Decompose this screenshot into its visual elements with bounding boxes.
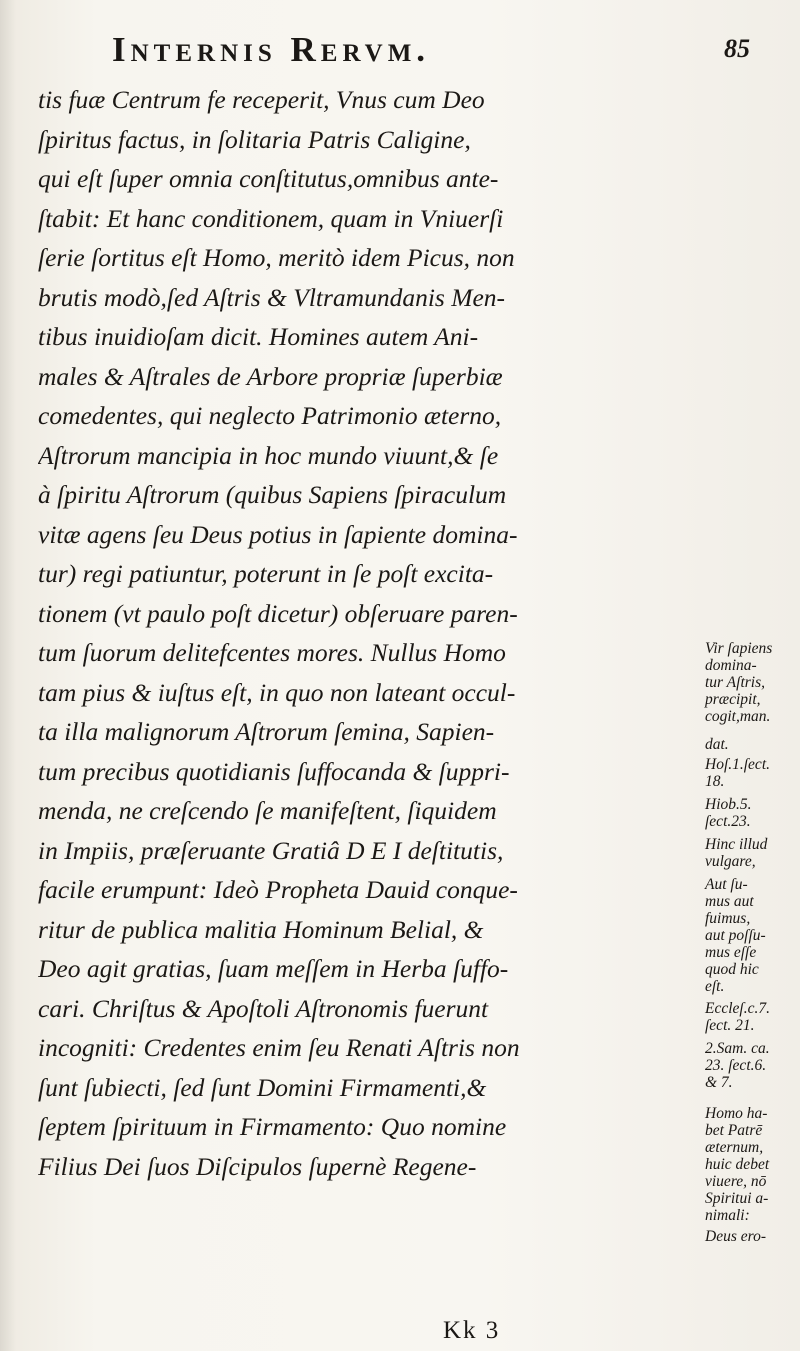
- text-line: Aſtrorum mancipia in hoc mundo viuunt,& ſe: [38, 440, 499, 470]
- text-line: cari. Chriſtus & Apoſtoli Aſtronomis fuerunt: [38, 993, 489, 1023]
- running-title: Internis Rervm.: [112, 30, 431, 69]
- text-line: brutis modò,ſed Aſtris & Vltramundanis Men-: [38, 282, 506, 312]
- margin-note-deus: [705, 1227, 800, 1249]
- margin-note: Deus ero-: [705, 1228, 766, 1245]
- text-line: ſunt ſubiecti, ſed ſunt Domini Firmamenti,&: [38, 1072, 487, 1102]
- text-line: facile erumpunt: Ideò Propheta Dauid conque-: [38, 875, 518, 904]
- margin-note: Hinc illud vulgare,: [705, 836, 768, 870]
- binding-shadow: [0, 0, 16, 1351]
- margin-note: dat.: [705, 736, 729, 753]
- text-line: menda, ne creſcendo ſe manifeſtent, ſiquidem: [38, 796, 497, 825]
- margin-note-hiob: [705, 796, 800, 833]
- text-line: ta illa malignorum Aſtrorum ſemina, Sapien-: [38, 717, 495, 746]
- text-line: Filius Dei ſuos Diſcipulos ſupernè Regene-: [38, 1151, 477, 1181]
- margin-note-sam: [705, 1040, 800, 1094]
- signature-mark: Kk 3: [443, 1317, 501, 1344]
- margin-note-aut-sumus: [705, 876, 800, 998]
- text-line: tum ſuorum delitefcentes mores. Nullus Homo: [38, 638, 506, 667]
- margin-note-vir-sapiens: [705, 640, 800, 728]
- margin-note: Homo ha- bet Patrē æternum, huic debet viuere, nō Spiritui a- nimali:: [705, 1105, 770, 1224]
- text-line: ritur de publica malitia Hominum Belial, &: [38, 914, 484, 944]
- text-line: in Impiis, præſeruante Gratiâ D E I deſtitutis,: [38, 835, 504, 865]
- text-line: tibus inuidioſam dicit. Homines autem Ani-: [38, 322, 479, 351]
- text-line: tionem (vt paulo poſt dicetur) obſeruare paren-: [38, 598, 518, 628]
- margin-note-dat: [705, 735, 800, 757]
- text-line: tis fuæ Centrum fe receperit, Vnus cum Deo: [38, 85, 485, 114]
- text-line: vitæ agens ſeu Deus potius in ſapiente domina-: [38, 519, 518, 549]
- page-header: [112, 30, 752, 70]
- text-line: ſpiritus factus, in ſolitaria Patris Caligine,: [38, 124, 471, 154]
- text-line: tur) regi patiuntur, poterunt in ſe poſt excita-: [38, 559, 494, 588]
- text-line: ſtabit: Et hanc conditionem, quam in Vniuerſi: [38, 203, 504, 233]
- margin-note-homo: [705, 1105, 800, 1227]
- text-line: tam pius & iuſtus eſt, in quo non lateant occul-: [38, 677, 516, 707]
- margin-note: Hoſ.1.ſect. 18.: [705, 756, 770, 790]
- text-line: incogniti: Credentes enim ſeu Renati Aſtris non: [38, 1033, 520, 1062]
- margin-note: Aut ſu- mus aut fuimus, aut poſſu- mus eſſe quod hic eſt.: [705, 876, 766, 995]
- main-text: [38, 80, 698, 1186]
- text-line: males & Aſtrales de Arbore propriæ ſuperbiæ: [38, 361, 503, 391]
- text-line: Deo agit gratias, ſuam meſſem in Herba ſuffo-: [38, 954, 509, 983]
- margin-note: Hiob.5. ſect.23.: [705, 796, 752, 830]
- margin-note: 2.Sam. ca. 23. ſect.6. & 7.: [705, 1040, 770, 1091]
- text-line: tum precibus quotidianis ſuffocanda & ſuppri-: [38, 756, 510, 786]
- margin-note: Vir ſapiens domina- tur Aſtris, præcipit, cogit,man.: [705, 640, 773, 725]
- text-line: qui eſt ſuper omnia conſtitutus,omnibus ante-: [38, 164, 499, 193]
- margin-note-eccles: [705, 1000, 800, 1037]
- margin-note-hos: [705, 756, 800, 793]
- margin-note: Eccleſ.c.7. ſect. 21.: [705, 1000, 770, 1034]
- text-line: à ſpiritu Aſtrorum (quibus Sapiens ſpiraculum: [38, 480, 507, 509]
- page-number: 85: [724, 34, 750, 63]
- text-line: ſeptem ſpirituum in Firmamento: Quo nomine: [38, 1112, 507, 1141]
- text-line: ſerie ſortitus eſt Homo, meritò idem Picus, non: [38, 243, 515, 272]
- margin-note-hinc: [705, 836, 800, 873]
- text-line: comedentes, qui neglecto Patrimonio æterno,: [38, 401, 502, 430]
